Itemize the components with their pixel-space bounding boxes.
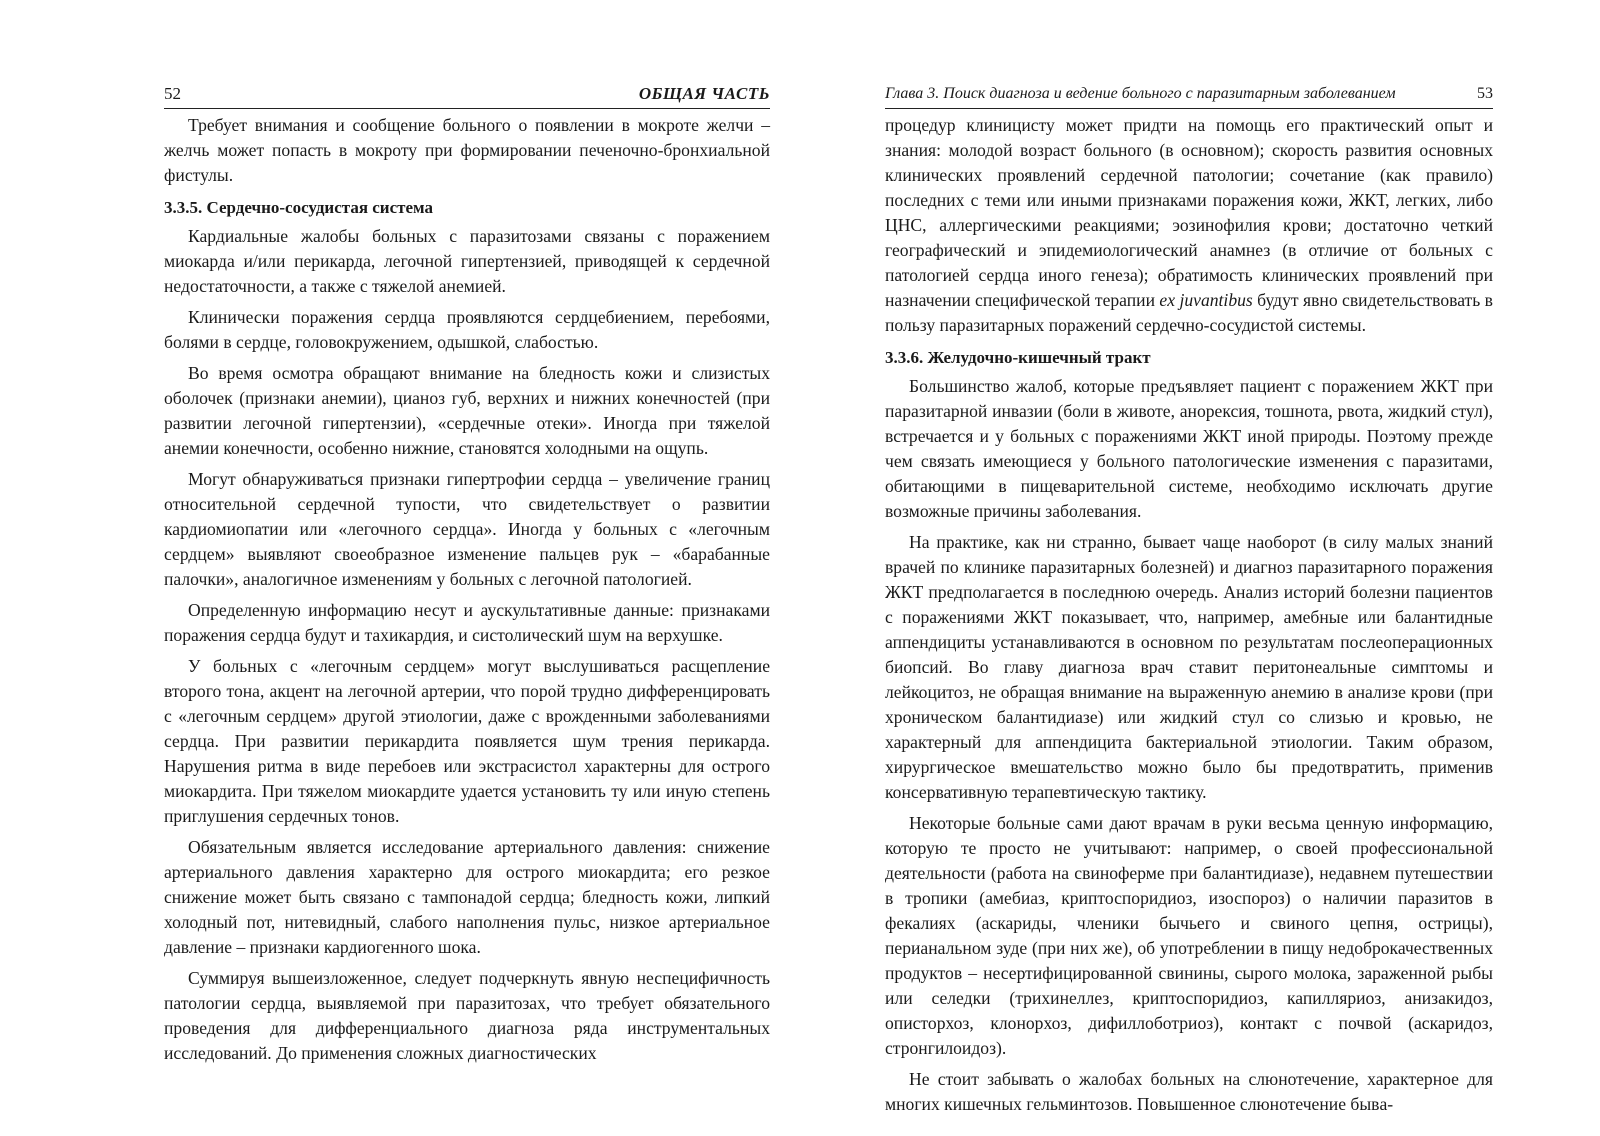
paragraph-continuation bbox=[885, 113, 1493, 338]
running-title: Глава 3. Поиск диагноза и ведение больного с паразитарным заболеванием bbox=[885, 85, 1396, 102]
page-number: 52 bbox=[164, 84, 181, 103]
paragraph: Кардиальные жалобы больных с паразитозами связаны с поражением миокарда и/или перикарда, легочной гипертензией, приводящей к сердечной недостаточности, а также с тяжелой анемией. bbox=[164, 226, 770, 296]
paragraph: Не стоит забывать о жалобах больных на слюнотечение, характерное для многих кишечных гельминтозов. Повышенное слюнотечение бывa- bbox=[885, 1069, 1493, 1114]
running-head bbox=[164, 84, 770, 109]
text-run: процедур клиницисту может придти на помощь его практический опыт и знания: молодой возраст больного (в основном); скорость развития основных клинических проявлений сердечной патологии; сочетание (как правило) последних с теми или иными признаками поражения кожи, ЖКТ, легких, либо ЦНС, аллергическими реакциями; эозинофилия крови; достаточно четкий географический и эпидемиологический анамнез (в отличие от больных с патологией сердца иного генеза); обратимость клинических проявлений при назначении специфической терапии bbox=[885, 115, 1493, 310]
left-page bbox=[164, 84, 770, 1072]
page-number: 53 bbox=[1477, 85, 1493, 102]
text-run: будут явно свидетельствовать в пользу паразитарных поражений сердечно-сосудистой системы. bbox=[885, 290, 1493, 335]
latin-term: ex juvantibus bbox=[1159, 290, 1253, 310]
section-heading: 3.3.5. Сердечно-сосудистая система bbox=[164, 198, 434, 217]
paragraph: Некоторые больные сами дают врачам в руки весьма ценную информацию, которую те просто не учитывают: например, о своей профессиональной деятельности (работа на свиноферме при балантидиазе), недавнем путешествии в тропики (амебиаз, криптоспоридиоз, изоспороз) о наличии паразитов в фекалиях (аскариды, членики бычьего и свиного цепня, острицы), перианальном зуде (при них же), об употреблении в пищу недоброкачественных продуктов – несертифицированной свинины, сырого молока, зараженной рыбы или селедки (трихинеллез, криптоспоридиоз, капилляриоз, анизакидоз, описторхоз, клонорхоз, дифиллоботриоз), контакт с почвой (аскаридоз, стронгилоидоз). bbox=[885, 813, 1493, 1058]
paragraph: Клинически поражения сердца проявляются сердцебиением, перебоями, болями в сердце, головокружением, одышкой, слабостью. bbox=[164, 307, 770, 352]
paragraph: На практике, как ни странно, бывает чаще наоборот (в силу малых знаний врачей по клинике паразитарных болезней) и диагноз паразитарного поражения ЖКТ предполагается в последнюю очередь. Анализ историй болезни пациентов с поражениями ЖКТ показывает, что, например, амебные или балантидные аппендициты устанавливаются в основном по результатам послеоперационных биопсий. Во главу диагноза врач ставит перитонеальные симптомы и лейкоцитоз, не обращая внимание на выраженную анемию в анализе крови (при хроническом балантидиазе) или жидкий стул со слизью и кровью, не характерный для аппендицита бактериальной этиологии. Таким образом, хирургическое вмешательство можно было бы предотвратить, применив консервативную терапевтическую тактику. bbox=[885, 532, 1493, 802]
running-title: ОБЩАЯ ЧАСТЬ bbox=[638, 84, 770, 103]
paragraph: Во время осмотра обращают внимание на бледность кожи и слизистых оболочек (признаки анемии), цианоз губ, верхних и нижних конечностей (при развитии легочной гипертензии), «сердечные отеки». Иногда при тяжелой анемии конечности, особенно нижние, становятся холодными на ощупь. bbox=[164, 363, 770, 458]
paragraph: Могут обнаруживаться признаки гипертрофии сердца – увеличение границ относительной сердечной тупости, что свидетельствует о развитии кардиомиопатии или «легочного сердца». Иногда у больных с «легочным сердцем» выявляют своеобразное изменение пальцев рук – «барабанные палочки», аналогичное изменениям у больных с легочной патологией. bbox=[164, 469, 770, 589]
section-heading: 3.3.6. Желудочно-кишечный тракт bbox=[885, 348, 1151, 367]
paragraph: У больных с «легочным сердцем» могут выслушиваться расщепление второго тона, акцент на легочной артерии, что порой трудно дифференцировать с «легочным сердцем» другой этиологии, даже с врожденными заболеваниями сердца. При развитии перикардита появляется шум трения перикарда. Нарушения ритма в виде перебоев или экстрасистол характерны для острого миокардита. При тяжелом миокардите удается установить ту или иную степень приглушения сердечных тонов. bbox=[164, 656, 770, 826]
running-head bbox=[885, 84, 1493, 109]
paragraph: Большинство жалоб, которые предъявляет пациент с поражением ЖКТ при паразитарной инвазии (боли в животе, анорексия, тошнота, рвота, жидкий стул), встречается и у больных с поражениями ЖКТ иной природы. Поэтому прежде чем связать имеющиеся у больного патологические изменения с паразитами, обитающими в пищеварительной системе, необходимо исключать другие возможные причины заболевания. bbox=[885, 376, 1493, 521]
paragraph: Обязательным является исследование артериального давления: снижение артериального давления характерно для острого миокардита; его резкое снижение может быть связано с тампонадой сердца; бледность кожи, липкий холодный пот, нитевидный, слабого наполнения пульс, низкое артериальное давление – признаки кардиогенного шока. bbox=[164, 837, 770, 957]
paragraph: Суммируя вышеизложенное, следует подчеркнуть явную неспецифичность патологии сердца, выявляемой при паразитозах, что требует обязательного проведения для дифференциального диагноза ряда инструментальных исследований. До применения сложных диагностических bbox=[164, 968, 770, 1063]
paragraph: Требует внимания и сообщение больного о появлении в мокроте желчи – желчь может попасть в мокроту при формировании печеночно-бронхиальной фистулы. bbox=[164, 115, 770, 185]
right-page bbox=[885, 84, 1493, 1123]
paragraph: Определенную информацию несут и аускультативные данные: признаками поражения сердца будут и тахикардия, и систолический шум на верхушке. bbox=[164, 600, 770, 645]
